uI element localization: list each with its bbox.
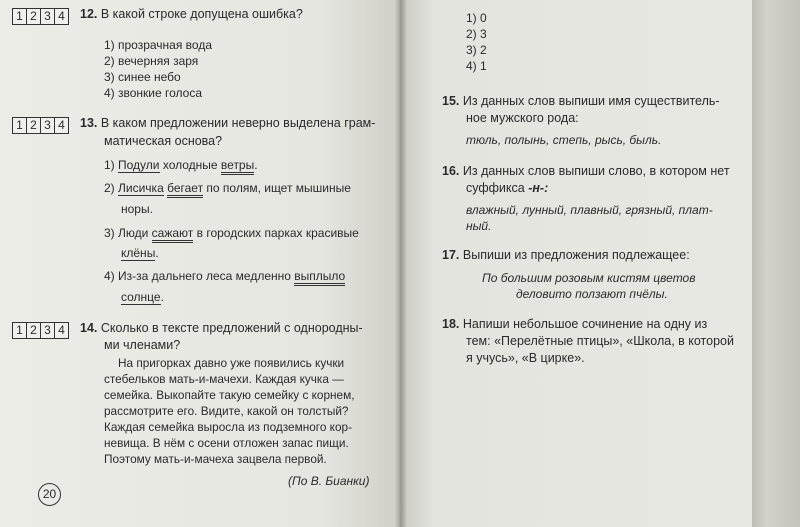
question-18-line2: тем: «Перелётные птицы», «Школа, в которой	[466, 334, 734, 348]
q17-sentence-line2: деловито ползают пчёлы.	[516, 287, 668, 301]
page-stack-edge	[752, 0, 800, 527]
level-box: 1	[12, 117, 26, 134]
question-text-line1: В каком предложении неверно выделена грам-	[100, 116, 376, 130]
question-number: 17.	[442, 248, 460, 262]
passage-line: семейка. Выкопайте такую семейку с корнем,	[104, 388, 355, 402]
q13-option-4: 4) Из-за дальнего леса медленно выплыло	[104, 268, 345, 284]
question-number: 13.	[80, 116, 98, 130]
level-box: 3	[40, 8, 54, 25]
q16-words-line2: ный.	[466, 219, 492, 233]
predicate-word: сажают	[152, 226, 194, 243]
question-number: 16.	[442, 164, 460, 178]
predicate-word: бегает	[167, 181, 203, 198]
q13-option-4-line2: солнце.	[121, 290, 164, 304]
question-15-line2: ное мужского рода:	[466, 111, 579, 125]
level-box: 2	[26, 322, 40, 339]
level-boxes-q13	[12, 117, 69, 134]
level-box: 3	[40, 322, 54, 339]
book-gutter	[395, 0, 407, 527]
level-box: 1	[12, 8, 26, 25]
q13-option-3: 3) Люди сажают в городских парках красивые	[104, 225, 359, 241]
q12-option-4: 4) звонкие голоса	[104, 86, 203, 100]
passage-author: (По В. Бианки)	[288, 474, 370, 488]
answer-option-2: 2) 3	[466, 27, 487, 41]
right-page	[400, 0, 752, 527]
level-boxes-q12	[12, 8, 69, 25]
question-17	[442, 247, 690, 264]
question-text-line1: Напиши небольшое сочинение на одну из	[462, 317, 708, 331]
question-16-line2: суффикса -н-:	[466, 181, 549, 195]
question-number: 18.	[442, 317, 460, 331]
level-box: 3	[40, 117, 54, 134]
q13-option-2-line2: норы.	[121, 202, 153, 216]
passage-line: стебельков мать-и-мачехи. Каждая кучка —	[104, 372, 344, 386]
q13-option-2: 2) Лисичка бегает по полям, ищет мышиные	[104, 180, 351, 196]
passage-line: Поэтому мать-и-мачеха зацвела первой.	[104, 452, 327, 466]
level-box: 4	[54, 8, 69, 25]
answer-option-3: 3) 2	[466, 43, 487, 57]
suffix: -н-:	[528, 181, 549, 195]
question-number: 15.	[442, 94, 460, 108]
question-text-line1: Выпиши из предложения подлежащее:	[462, 248, 690, 262]
subject-word: клёны	[121, 246, 156, 260]
question-14	[80, 320, 363, 337]
q12-option-3: 3) синее небо	[104, 70, 181, 84]
question-15	[442, 93, 720, 110]
passage-line: Каждая семейка выросла из подземного кор-	[104, 420, 352, 434]
subject-word: Подули	[118, 158, 160, 172]
level-box: 2	[26, 117, 40, 134]
answer-option-4: 4) 1	[466, 59, 487, 73]
level-box: 4	[54, 322, 69, 339]
q15-words: тюль, полынь, степь, рысь, быль.	[466, 133, 662, 147]
passage-line: На пригорках давно уже появились кучки	[118, 356, 345, 370]
predicate-word: ветры	[221, 158, 254, 175]
question-number: 14.	[80, 321, 98, 335]
question-text: В какой строке допущена ошибка?	[100, 7, 303, 21]
q13-option-3-line2: клёны.	[121, 246, 159, 260]
question-text-line1: Сколько в тексте предложений с однородны-	[100, 321, 363, 335]
q12-option-2: 2) вечерняя заря	[104, 54, 199, 68]
passage-line: рассмотрите его. Видите, какой он толстый?	[104, 404, 349, 418]
level-box: 4	[54, 117, 69, 134]
question-12	[80, 6, 303, 23]
question-text-line1: Из данных слов выпиши слово, в котором нет	[462, 164, 730, 178]
question-18-line3: я учусь», «В цирке».	[466, 351, 585, 365]
level-box: 1	[12, 322, 26, 339]
question-number: 12.	[80, 7, 98, 21]
level-box: 2	[26, 8, 40, 25]
reading-passage	[104, 355, 394, 467]
question-14-line2: ми членами?	[104, 338, 181, 352]
question-16	[442, 163, 730, 180]
q17-sentence-line1: По большим розовым кистям цветов	[482, 271, 696, 285]
subject-word: солнце	[121, 290, 161, 304]
q13-option-1: 1) Подули холодные ветры.	[104, 157, 258, 173]
level-boxes-q14	[12, 322, 69, 339]
page-number: 20	[38, 483, 61, 506]
question-18	[442, 316, 707, 333]
question-text-line1: Из данных слов выпиши имя существитель-	[462, 94, 720, 108]
passage-line: невища. В нём с осени отложен запас пищи.	[104, 436, 349, 450]
answer-option-1: 1) 0	[466, 11, 487, 25]
q12-option-1: 1) прозрачная вода	[104, 38, 213, 52]
question-13-line2: матическая основа?	[104, 134, 223, 148]
q16-words-line1: влажный, лунный, плавный, грязный, плат-	[466, 203, 713, 217]
subject-word: Лисичка	[118, 181, 164, 195]
predicate-word: выплыло	[294, 269, 345, 286]
question-13	[80, 115, 375, 132]
